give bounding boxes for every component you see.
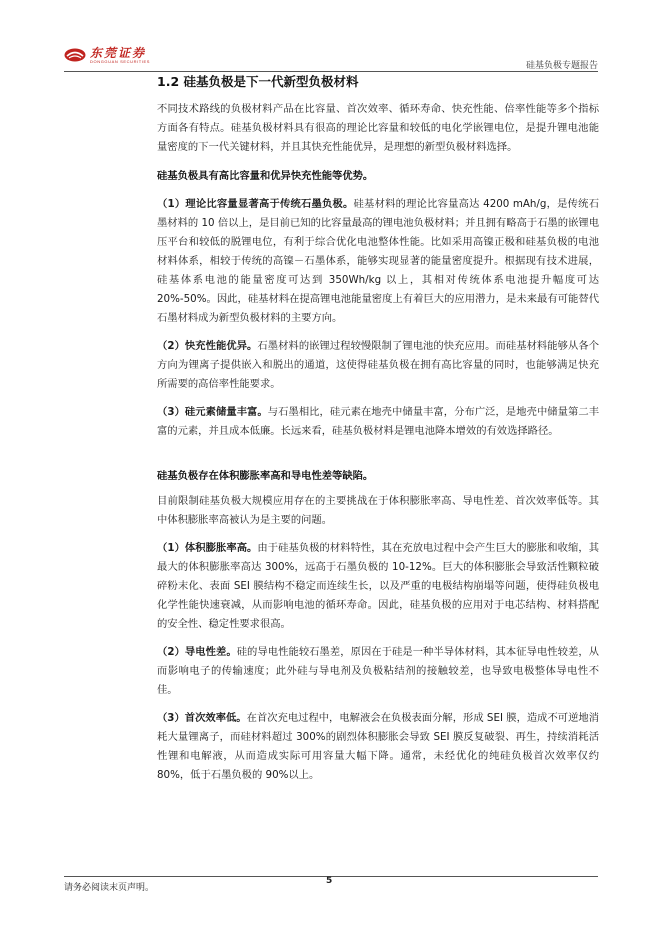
- defect-body: 硅的导电性能较石墨差，原因在于硅是一种半导体材料，其本征导电性较差，从而影响电子的传输速度；此外硅与导电剂及负极粘结剂的接触较差，也导致电极整体导电性不佳。: [157, 646, 600, 696]
- defect-body: 由于硅基负极的材料特性，其在充放电过程中会产生巨大的膨胀和收缩，其最大的体积膨胀率高达 300%，远高于石墨负极的 10-12%。巨大的体积膨胀会导致活性颗粒破碎粉末化、表面 SEI 膜结构不稳定而连续生长，以及严重的电极结构崩塌等问题，使得硅负极电化学性能快速衰减，从而影响电池的循环寿命。因此，硅基负极的应用对于电芯结构、材料搭配的安全性、稳定性要求很高。: [157, 542, 599, 630]
- advantage-item: [157, 403, 599, 441]
- advantage-body: 石墨材料的嵌锂过程较慢限制了锂电池的快充应用。而硅基材料能够从各个方向为锂离子提供嵌入和脱出的通道，这使得硅基负极在拥有高比容量的同时，也能够满足快充所需要的高倍率性能要求。: [157, 340, 599, 390]
- footer-disclaimer: 请务必阅读末页声明。: [64, 883, 155, 893]
- defect-lead: （2）导电性差。: [157, 646, 237, 658]
- defect-body: 在首次充电过程中，电解液会在负极表面分解，形成 SEI 膜，造成不可逆地消耗大量锂离子，而硅材料超过 300%的剧烈体积膨胀会导致 SEI 膜反复破裂、再生，持续消耗活性锂和电解液，从而造成实际可用容量大幅下降。通常，未经优化的纯硅负极首次效率仅约 80%，低于石墨负极的 90%以上。: [157, 712, 600, 781]
- advantage-item: [157, 195, 599, 328]
- company-logo: [64, 46, 150, 64]
- main-content: [157, 74, 599, 785]
- advantage-lead: （3）硅元素储量丰富。: [157, 406, 268, 418]
- defect-lead: （3）首次效率低。: [157, 712, 247, 724]
- page-header: [0, 0, 662, 72]
- logo-chinese-name: 东莞证券: [90, 45, 147, 60]
- advantages-heading: 硅基负极具有高比容量和优异快充性能等优势。: [157, 170, 374, 182]
- page-number: 5: [326, 876, 333, 886]
- defect-item: [157, 709, 599, 785]
- advantage-lead: （2）快充性能优异。: [157, 340, 258, 352]
- header-divider: [64, 71, 598, 72]
- section-title: 1.2 硅基负极是下一代新型负极材料: [157, 74, 359, 89]
- advantage-lead: （1）理论比容量显著高于传统石墨负极。: [157, 198, 354, 210]
- defects-intro: 目前限制硅基负极大规模应用存在的主要挑战在于体积膨胀率高、导电性差、首次效率低等。其中体积膨胀率高被认为是主要的问题。: [157, 495, 599, 526]
- defect-item: [157, 643, 599, 700]
- advantage-body: 与石墨相比，硅元素在地壳中储量丰富，分布广泛，是地壳中储量第二丰富的元素，并且成本低廉。长远来看，硅基负极材料是锂电池降本增效的有效选择路径。: [157, 406, 600, 437]
- advantage-body: 硅基材料的理论比容量高达 4200 mAh/g，是传统石墨材料的 10 倍以上，是目前已知的比容量最高的锂电池负极材料；并且拥有略高于石墨的嵌锂电压平台和较低的脱锂电位，有利于综合优化电池整体性能。比如采用高镍正极和硅基负极的电池材料体系，相较于传统的高镍－石墨体系，能够实现显著的能量密度提升。根据现有技术进展，硅基体系电池的能量密度可达到 350Wh/kg 以上，其相对传统体系电池提升幅度可达 20%-50%。因此，硅基材料在提高锂电池能量密度上有着巨大的应用潜力，是未来最有可能替代石墨材料成为新型负极材料的主要方向。: [157, 198, 599, 324]
- defects-heading: 硅基负极存在体积膨胀率高和导电性差等缺陷。: [157, 470, 374, 482]
- defect-lead: （1）体积膨胀率高。: [157, 542, 258, 554]
- intro-paragraph: 不同技术路线的负极材料产品在比容量、首次效率、循环寿命、快充性能、倍率性能等多个指标方面各有特点。硅基负极材料具有很高的理论比容量和较低的电化学嵌锂电位，是提升锂电池能量密度的下一代关键材料，并且其快充性能优异，是理想的新型负极材料选择。: [157, 103, 599, 153]
- logo-emblem-icon: [64, 48, 86, 62]
- logo-english-name: DONGGUAN SECURITIES: [90, 58, 151, 64]
- defect-item: [157, 539, 599, 634]
- report-title: 硅基负极专题报告: [525, 61, 598, 71]
- advantage-item: [157, 337, 599, 394]
